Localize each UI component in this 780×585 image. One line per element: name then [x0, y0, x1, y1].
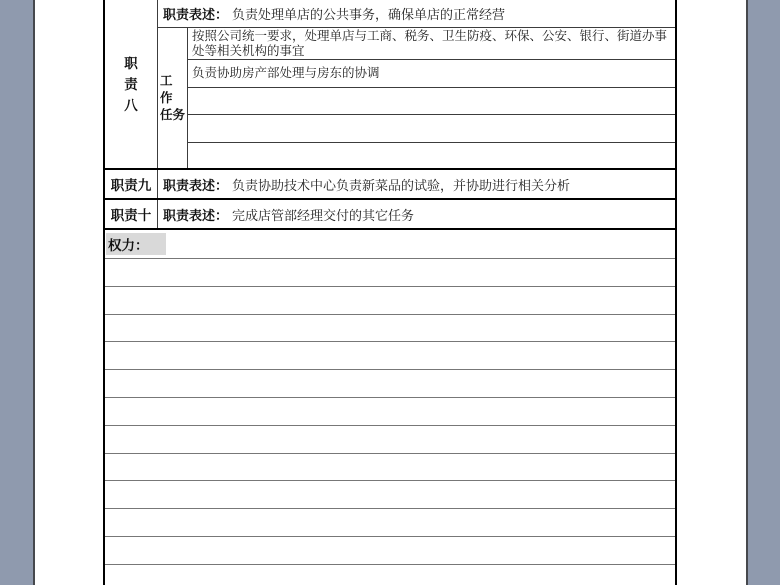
- work-task-list: [188, 28, 675, 168]
- table-row: [105, 481, 675, 509]
- task-text: 按照公司统一要求，处理单店与工商、税务、卫生防疫、环保、公安、银行、街道办事处等相关机构的事宜: [192, 28, 668, 58]
- duty9-row: [105, 170, 675, 200]
- duty8-label: 职责八: [124, 55, 138, 113]
- work-task-label-line1: 工 作: [160, 73, 173, 105]
- table-row: [105, 509, 675, 537]
- job-description-table: [103, 0, 677, 585]
- duty8-desc-text: 负责处理单店的公共事务，确保单店的正常经营: [232, 7, 506, 22]
- duty9-description-cell: [158, 170, 675, 198]
- duty9-desc-text: 负责协助技术中心负责新菜品的试验，并协助进行相关分析: [232, 177, 571, 193]
- duty10-description-cell: [158, 200, 675, 228]
- table-row: [188, 115, 675, 143]
- duty9-desc-label: 职责表述：: [163, 177, 229, 193]
- table-row: [105, 454, 675, 482]
- table-row: [105, 426, 675, 454]
- table-row: [188, 143, 675, 168]
- table-row: [188, 60, 675, 88]
- table-row: [105, 370, 675, 398]
- authority-row: [105, 230, 675, 259]
- table-row: [105, 342, 675, 370]
- table-row: [105, 287, 675, 315]
- duty10-desc-label: 职责表述：: [163, 207, 229, 223]
- duty10-label: 职责十: [105, 200, 158, 228]
- empty-ruled-lines: [105, 259, 675, 585]
- duty8-label-cell: [105, 0, 158, 168]
- authority-label: 权力：: [106, 233, 166, 255]
- duty10-row: [105, 200, 675, 230]
- table-row: [188, 28, 675, 60]
- document-page: [33, 0, 748, 585]
- work-task-label-cell: [158, 28, 188, 168]
- table-row: [105, 259, 675, 287]
- duty8-description-cell: [158, 0, 675, 28]
- duty8-section: [105, 0, 675, 170]
- duty9-label: 职责九: [105, 170, 158, 198]
- work-task-label-line2: 任务: [160, 107, 186, 122]
- duty8-desc-label: 职责表述：: [163, 7, 229, 22]
- table-row: [105, 315, 675, 343]
- table-row: [188, 88, 675, 115]
- table-row: [105, 398, 675, 426]
- table-row: [105, 537, 675, 565]
- task-text: 负责协助房产部处理与房东的协调: [192, 66, 380, 80]
- duty10-desc-text: 完成店管部经理交付的其它任务: [232, 207, 415, 223]
- table-row: [105, 565, 675, 585]
